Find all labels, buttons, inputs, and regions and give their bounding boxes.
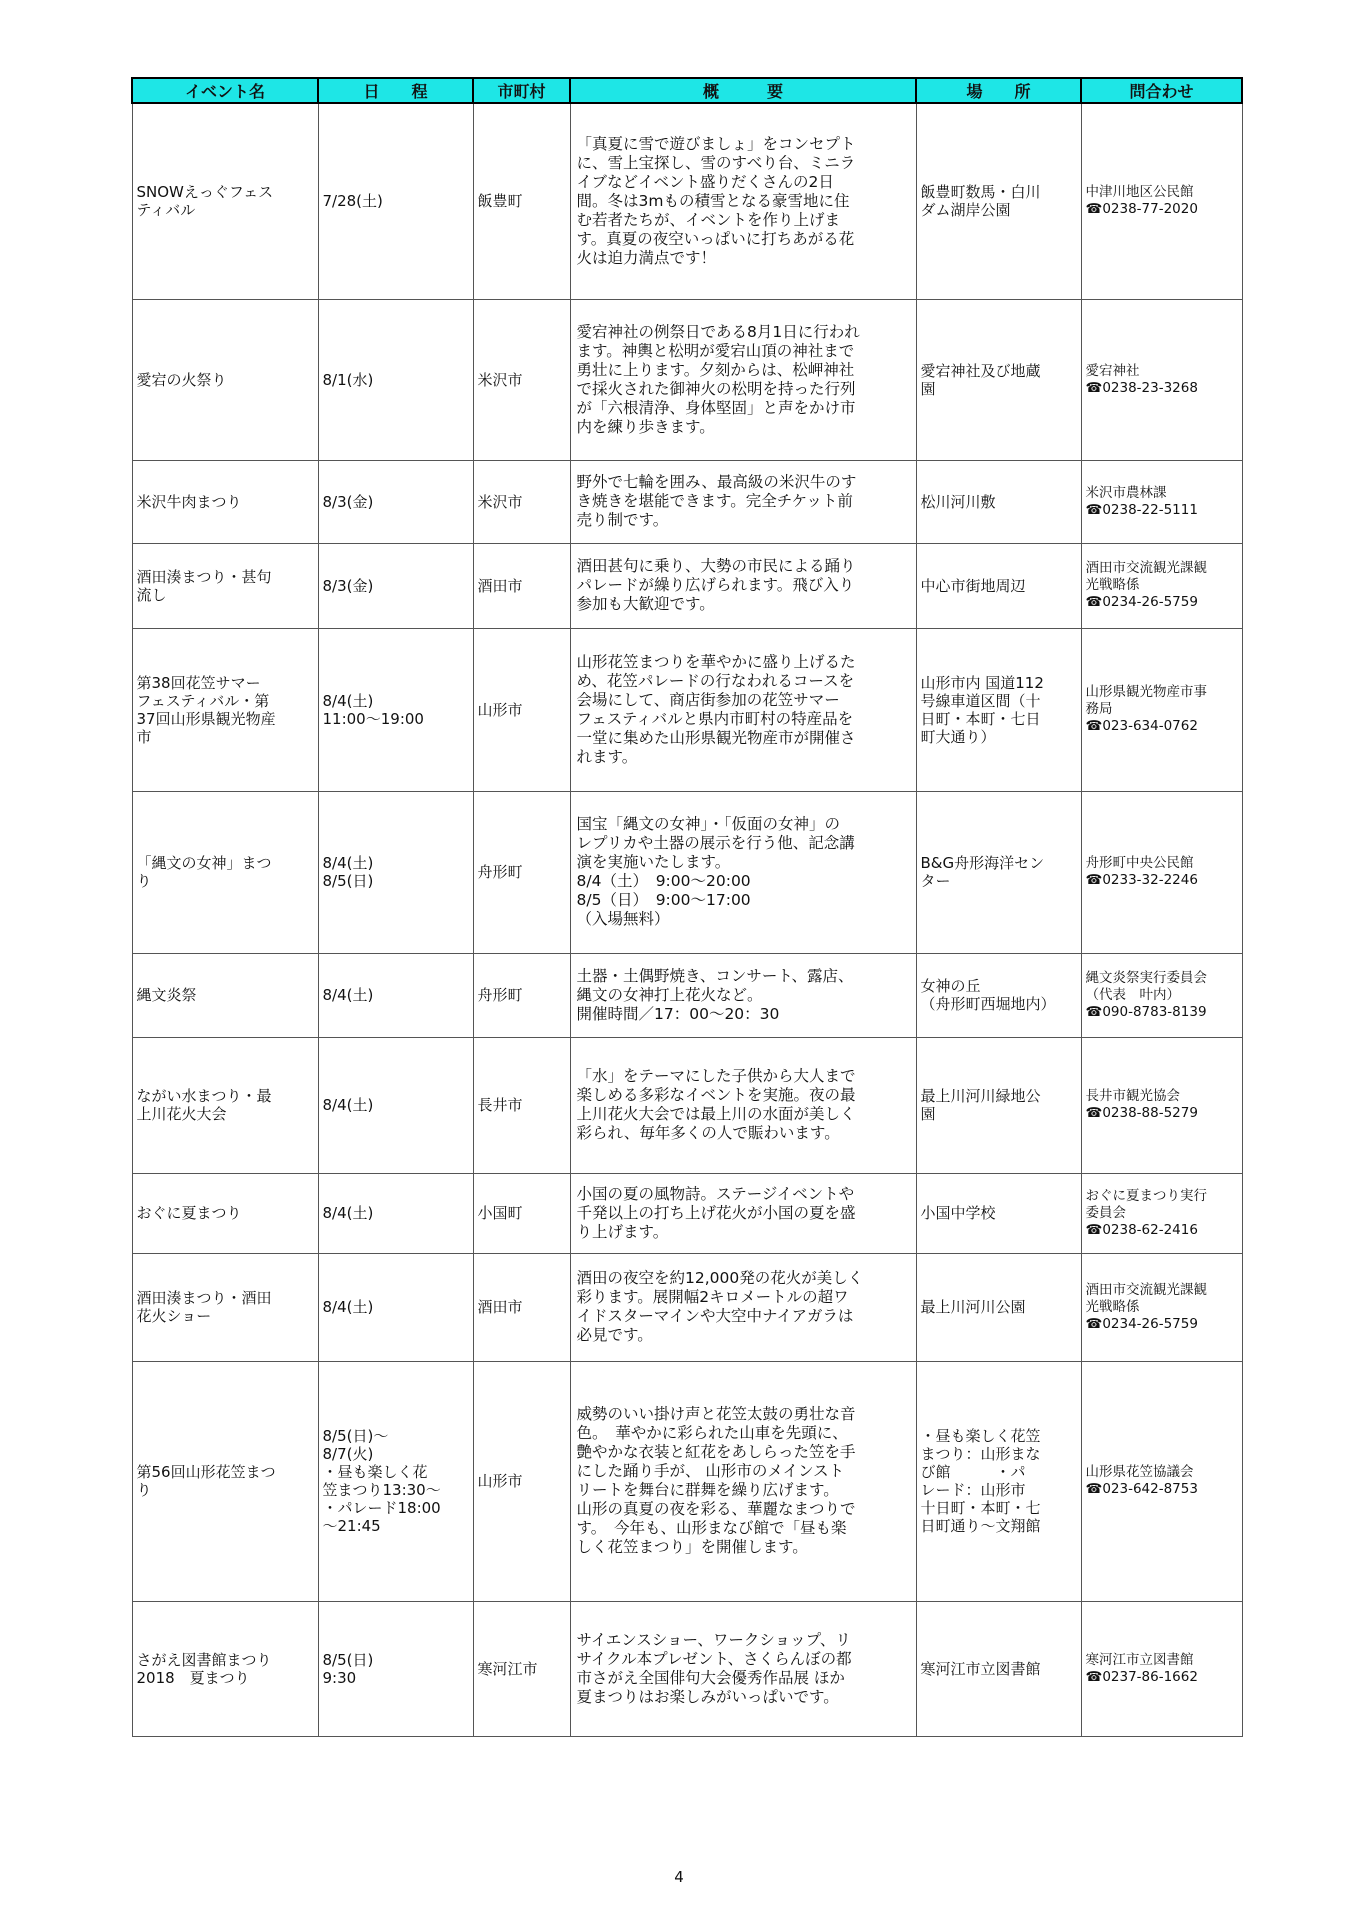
overview-cell: 愛宕神社の例祭日である8月1日に行われ ます。神輿と松明が愛宕山頂の神社まで 勇壮に上ります。夕刻からは、松岬神社 で採火された御神火の松明を持った行列 が「六根清浄、身体堅固」と声をかけ市 内を練り歩きます。	[570, 299, 916, 460]
city-cell: 米沢市	[473, 460, 570, 543]
place-cell: 中心市街地周辺	[916, 543, 1081, 628]
header-contact: 問合わせ	[1081, 78, 1242, 103]
city-cell: 米沢市	[473, 299, 570, 460]
table-row	[132, 628, 1242, 791]
place-cell: B&G舟形海洋セン ター	[916, 791, 1081, 953]
contact-cell: 中津川地区公民館 ☎0238-77-2020	[1081, 103, 1242, 299]
contact-cell: 縄文炎祭実行委員会 （代表 叶内） ☎090-8783-8139	[1081, 953, 1242, 1037]
table-row	[132, 1601, 1242, 1736]
contact-cell: 米沢市農林課 ☎0238-22-5111	[1081, 460, 1242, 543]
table-row	[132, 543, 1242, 628]
date-cell: 8/4(土)	[318, 953, 473, 1037]
contact-cell: 愛宕神社 ☎0238-23-3268	[1081, 299, 1242, 460]
date-cell: 8/4(土)	[318, 1253, 473, 1361]
event-name-cell: 第56回山形花笠まつ り	[132, 1361, 318, 1601]
place-cell: 女神の丘 （舟形町西堀地内）	[916, 953, 1081, 1037]
overview-cell: 小国の夏の風物詩。ステージイベントや 千発以上の打ち上げ花火が小国の夏を盛 り上げます。	[570, 1173, 916, 1253]
date-cell: 8/3(金)	[318, 543, 473, 628]
date-cell: 8/4(土) 11:00～19:00	[318, 628, 473, 791]
place-cell: ・昼も楽しく花笠 まつり：山形まな び館 ・パ レード：山形市 十日町・本町・七 日町通り～文翔館	[916, 1361, 1081, 1601]
overview-cell: 酒田の夜空を約12,000発の花火が美しく 彩ります。展開幅2キロメートルの超ワ イドスターマインや大空中ナイアガラは 必見です。	[570, 1253, 916, 1361]
contact-cell: 山形県花笠協議会 ☎023-642-8753	[1081, 1361, 1242, 1601]
event-name-cell: 酒田湊まつり・酒田 花火ショー	[132, 1253, 318, 1361]
overview-cell: 威勢のいい掛け声と花笠太鼓の勇壮な音 色。 華やかに彩られた山車を先頭に、 艶やかな衣装と紅花をあしらった笠を手 にした踊り手が、 山形市のメインスト リートを舞台に群舞を繰り広げます。 山形の真夏の夜を彩る、華麗なまつりで す。 今年も、山形まなび館で「昼も楽 しく花笠まつり」を開催します。	[570, 1361, 916, 1601]
header-city: 市町村	[473, 78, 570, 103]
contact-cell: 酒田市交流観光課観 光戦略係 ☎0234-26-5759	[1081, 1253, 1242, 1361]
event-name-cell: 「縄文の女神」まつ り	[132, 791, 318, 953]
overview-cell: 「真夏に雪で遊びましょ」をコンセプト に、雪上宝探し、雪のすべり台、ミニラ イブなどイベント盛りだくさんの2日 間。冬は3mもの積雪となる豪雪地に住 む若者たちが、イベントを作り上げま す。真夏の夜空いっぱいに打ちあがる花 火は迫力満点です！	[570, 103, 916, 299]
event-name-cell: さがえ図書館まつり 2018 夏まつり	[132, 1601, 318, 1736]
date-cell: 8/3(金)	[318, 460, 473, 543]
place-cell: 小国中学校	[916, 1173, 1081, 1253]
date-cell: 8/4(土)	[318, 1037, 473, 1173]
header-place: 場 所	[916, 78, 1081, 103]
table-row	[132, 460, 1242, 543]
table-row	[132, 1253, 1242, 1361]
place-cell: 山形市内 国道112 号線車道区間（十 日町・本町・七日 町大通り）	[916, 628, 1081, 791]
event-name-cell: 縄文炎祭	[132, 953, 318, 1037]
contact-cell: おぐに夏まつり実行 委員会 ☎0238-62-2416	[1081, 1173, 1242, 1253]
date-cell: 8/4(土) 8/5(日)	[318, 791, 473, 953]
contact-cell: 酒田市交流観光課観 光戦略係 ☎0234-26-5759	[1081, 543, 1242, 628]
place-cell: 飯豊町数馬・白川 ダム湖岸公園	[916, 103, 1081, 299]
table-row	[132, 1037, 1242, 1173]
city-cell: 山形市	[473, 1361, 570, 1601]
place-cell: 最上川河川緑地公 園	[916, 1037, 1081, 1173]
table-row	[132, 1361, 1242, 1601]
date-cell: 8/5(日) 9:30	[318, 1601, 473, 1736]
city-cell: 寒河江市	[473, 1601, 570, 1736]
contact-cell: 長井市観光協会 ☎0238-88-5279	[1081, 1037, 1242, 1173]
overview-cell: 国宝「縄文の女神」・「仮面の女神」の レプリカや土器の展示を行う他、記念講 演を実施いたします。 8/4（土） 9:00～20:00 8/5（日） 9:00～17:00 （入場無料）	[570, 791, 916, 953]
event-name-cell: 米沢牛肉まつり	[132, 460, 318, 543]
city-cell: 山形市	[473, 628, 570, 791]
table-row	[132, 791, 1242, 953]
date-cell: 8/4(土)	[318, 1173, 473, 1253]
header-date: 日 程	[318, 78, 473, 103]
event-name-cell: 第38回花笠サマー フェスティバル・第 37回山形県観光物産 市	[132, 628, 318, 791]
date-cell: 7/28(土)	[318, 103, 473, 299]
event-name-cell: ながい水まつり・最 上川花火大会	[132, 1037, 318, 1173]
contact-cell: 山形県観光物産市事 務局 ☎023-634-0762	[1081, 628, 1242, 791]
table-row	[132, 953, 1242, 1037]
overview-cell: 山形花笠まつりを華やかに盛り上げるた め、花笠パレードの行なわれるコースを 会場にして、商店街参加の花笠サマー フェスティバルと県内市町村の特産品を 一堂に集めた山形県観光物産市が開催さ れます。	[570, 628, 916, 791]
city-cell: 酒田市	[473, 543, 570, 628]
overview-cell: 「水」をテーマにした子供から大人まで 楽しめる多彩なイベントを実施。夜の最 上川花火大会では最上川の水面が美しく 彩られ、毎年多くの人で賑わいます。	[570, 1037, 916, 1173]
date-cell: 8/5(日)～ 8/7(火) ・昼も楽しく花 笠まつり13:30～ ・パレード18:00 ～21:45	[318, 1361, 473, 1601]
city-cell: 飯豊町	[473, 103, 570, 299]
overview-cell: サイエンスショー、ワークショップ、リ サイクル本プレゼント、さくらんぼの都 市さがえ全国俳句大会優秀作品展 ほか 夏まつりはお楽しみがいっぱいです。	[570, 1601, 916, 1736]
place-cell: 愛宕神社及び地蔵 園	[916, 299, 1081, 460]
city-cell: 舟形町	[473, 791, 570, 953]
header-event-name: イベント名	[132, 78, 318, 103]
contact-cell: 寒河江市立図書館 ☎0237-86-1662	[1081, 1601, 1242, 1736]
overview-cell: 土器・土偶野焼き、コンサート、露店、 縄文の女神打上花火など。 開催時間／17：00～20：30	[570, 953, 916, 1037]
city-cell: 小国町	[473, 1173, 570, 1253]
header-overview: 概 要	[570, 78, 916, 103]
event-name-cell: 愛宕の火祭り	[132, 299, 318, 460]
event-name-cell: おぐに夏まつり	[132, 1173, 318, 1253]
event-name-cell: SNOWえっぐフェス ティバル	[132, 103, 318, 299]
table-row	[132, 1173, 1242, 1253]
overview-cell: 野外で七輪を囲み、最高級の米沢牛のす き焼きを堪能できます。完全チケット前 売り制です。	[570, 460, 916, 543]
overview-cell: 酒田甚句に乗り、大勢の市民による踊り パレードが繰り広げられます。飛び入り 参加も大歓迎です。	[570, 543, 916, 628]
events-table	[131, 77, 1243, 1737]
table-row	[132, 299, 1242, 460]
place-cell: 寒河江市立図書館	[916, 1601, 1081, 1736]
place-cell: 松川河川敷	[916, 460, 1081, 543]
table-row	[132, 103, 1242, 299]
page-number: 4	[674, 1868, 684, 1886]
event-name-cell: 酒田湊まつり・甚句 流し	[132, 543, 318, 628]
city-cell: 長井市	[473, 1037, 570, 1173]
table-header-row	[132, 78, 1242, 103]
contact-cell: 舟形町中央公民館 ☎0233-32-2246	[1081, 791, 1242, 953]
place-cell: 最上川河川公園	[916, 1253, 1081, 1361]
city-cell: 酒田市	[473, 1253, 570, 1361]
date-cell: 8/1(水)	[318, 299, 473, 460]
city-cell: 舟形町	[473, 953, 570, 1037]
